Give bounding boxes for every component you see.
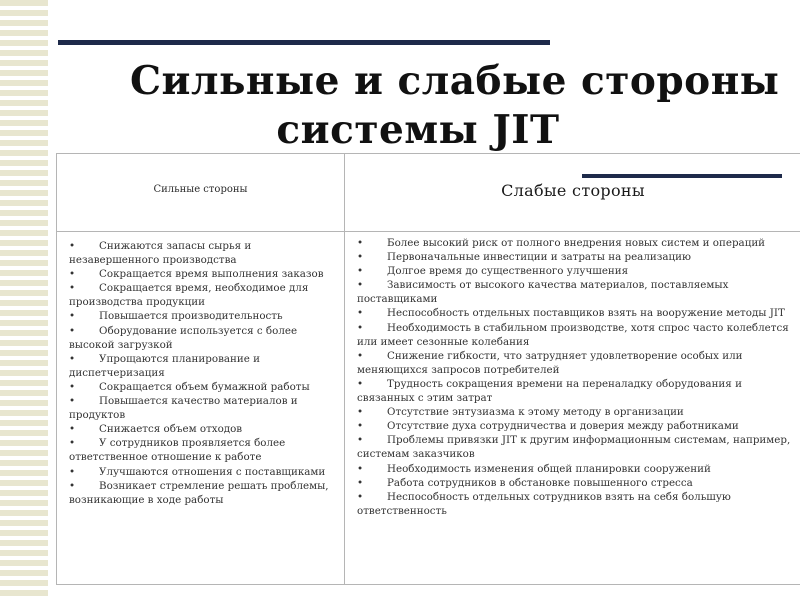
strength-item [69,465,340,479]
strength-item [69,380,340,394]
weakness-item-text: Необходимость в стабильном производстве, хотя спрос часто колеблется или имеет сезонные колебания [357,321,789,348]
bullet-icon: • [357,279,364,292]
bullet-icon: • [69,423,76,436]
weakness-item-text: Необходимость изменения общей планировки сооружений [387,462,711,475]
strength-item [69,239,340,267]
weakness-item-text: Трудность сокращения времени на переналадку оборудования и связанных с этим затрат [357,377,742,405]
bullet-icon: • [357,406,364,419]
weakness-item [357,462,797,476]
strength-item-text: Снижается объем отходов [99,423,243,436]
strength-item [69,422,340,436]
bullet-icon: • [357,476,364,489]
weakness-item [357,433,797,461]
weakness-item-text: Первоначальные инвестиции и затраты на реализацию [387,251,691,264]
weakness-item [357,306,797,320]
weakness-item-text: Проблемы привязки JIT к другим информационным системам, например, системам заказчиков [357,434,791,461]
slide-title-line-1: Сильные и слабые стороны [130,58,780,104]
table-body-row [57,232,800,585]
bullet-icon: • [69,240,76,252]
strength-item-text: Сокращается время, необходимое для производства продукции [69,282,309,309]
bullet-icon: • [357,490,364,503]
bullet-icon: • [69,310,76,323]
weakness-item-text: Работа сотрудников в обстановке повышенного стресса [387,476,693,489]
bullet-icon: • [69,282,76,295]
bullet-icon: • [357,420,364,433]
strength-item-text: Сокращается время выполнения заказов [99,268,324,281]
weakness-item [357,377,797,405]
strength-item [69,394,340,422]
strength-item-text: Упрощаются планирование и диспетчеризация [69,352,260,379]
bullet-icon: • [69,479,76,492]
weaknesses-header: Слабые стороны [345,154,800,232]
bullet-icon: • [69,268,76,281]
strength-item [69,436,340,464]
strength-item [69,309,340,323]
slide-title-line-2 [0,107,800,153]
strength-item [69,479,340,507]
strengths-cell [57,232,345,585]
strength-item [69,324,340,352]
strength-item-text: Улучшаются отношения с поставщиками [99,465,326,478]
bullet-icon: • [357,265,364,278]
header-accent-bar [582,174,782,178]
bullet-icon: • [357,307,364,320]
weaknesses-cell [345,232,800,585]
strength-item-text: Возникает стремление решать проблемы, возникающие в ходе работы [69,479,329,506]
slide-title-line-2-text: системы JIT [276,107,560,153]
bullet-icon: • [69,324,76,337]
weakness-item [357,476,797,490]
bullet-icon: • [69,437,76,450]
bullet-icon: • [69,395,76,408]
bullet-icon: • [357,377,364,390]
weakness-item-text: Неспособность отдельных поставщиков взять на вооружение методы JIT [387,307,785,320]
strength-item [69,281,340,309]
weakness-item-text: Более высокий риск от полного внедрения новых систем и операций [387,237,766,249]
bullet-icon: • [69,380,76,393]
weakness-item [357,278,797,306]
strengths-list [69,239,340,507]
weakness-item [357,490,797,518]
weakness-item [357,250,797,264]
bullet-icon: • [357,237,364,249]
strength-item-text: Снижаются запасы сырья и незавершенного производства [69,240,252,267]
bullet-icon: • [357,434,364,447]
title-accent-bar [58,40,550,45]
weakness-item-text: Неспособность отдельных сотрудников взять на себя большую ответственность [357,490,731,517]
weaknesses-list [357,236,797,518]
strength-item-text: Повышается производительность [99,310,283,323]
strengths-header: Сильные стороны [57,154,345,232]
weakness-item [357,349,797,377]
weakness-item [357,236,797,250]
bullet-icon: • [357,349,364,362]
weakness-item-text: Зависимость от высокого качества материалов, поставляемых поставщиками [357,279,729,306]
strength-item [69,352,340,380]
bullet-icon: • [69,465,76,478]
strength-item-text: Сокращается объем бумажной работы [99,380,310,393]
bullet-icon: • [357,321,364,334]
weakness-item-text: Отсутствие энтузиазма к этому методу в организации [387,406,684,419]
strength-item [69,267,340,281]
bullet-icon: • [357,251,364,264]
weakness-item-text: Долгое время до существенного улучшения [387,265,629,278]
weakness-item [357,405,797,419]
table-header-row [57,154,800,232]
weakness-item [357,264,797,278]
strength-item-text: Повышается качество материалов и продуктов [69,395,298,422]
decorative-stripes [0,0,48,600]
bullet-icon: • [357,462,364,475]
strengths-weaknesses-table [56,153,800,585]
weakness-item [357,419,797,433]
weakness-item-text: Снижение гибкости, что затрудняет удовлетворение особых или меняющихся запросов потребителей [357,349,743,376]
strength-item-text: Оборудование используется с более высокой загрузкой [69,324,298,351]
weakness-item-text: Отсутствие духа сотрудничества и доверия между работниками [387,420,739,433]
strength-item-text: У сотрудников проявляется более ответственное отношение к работе [69,437,286,464]
weakness-item [357,321,797,349]
bullet-icon: • [69,352,76,365]
